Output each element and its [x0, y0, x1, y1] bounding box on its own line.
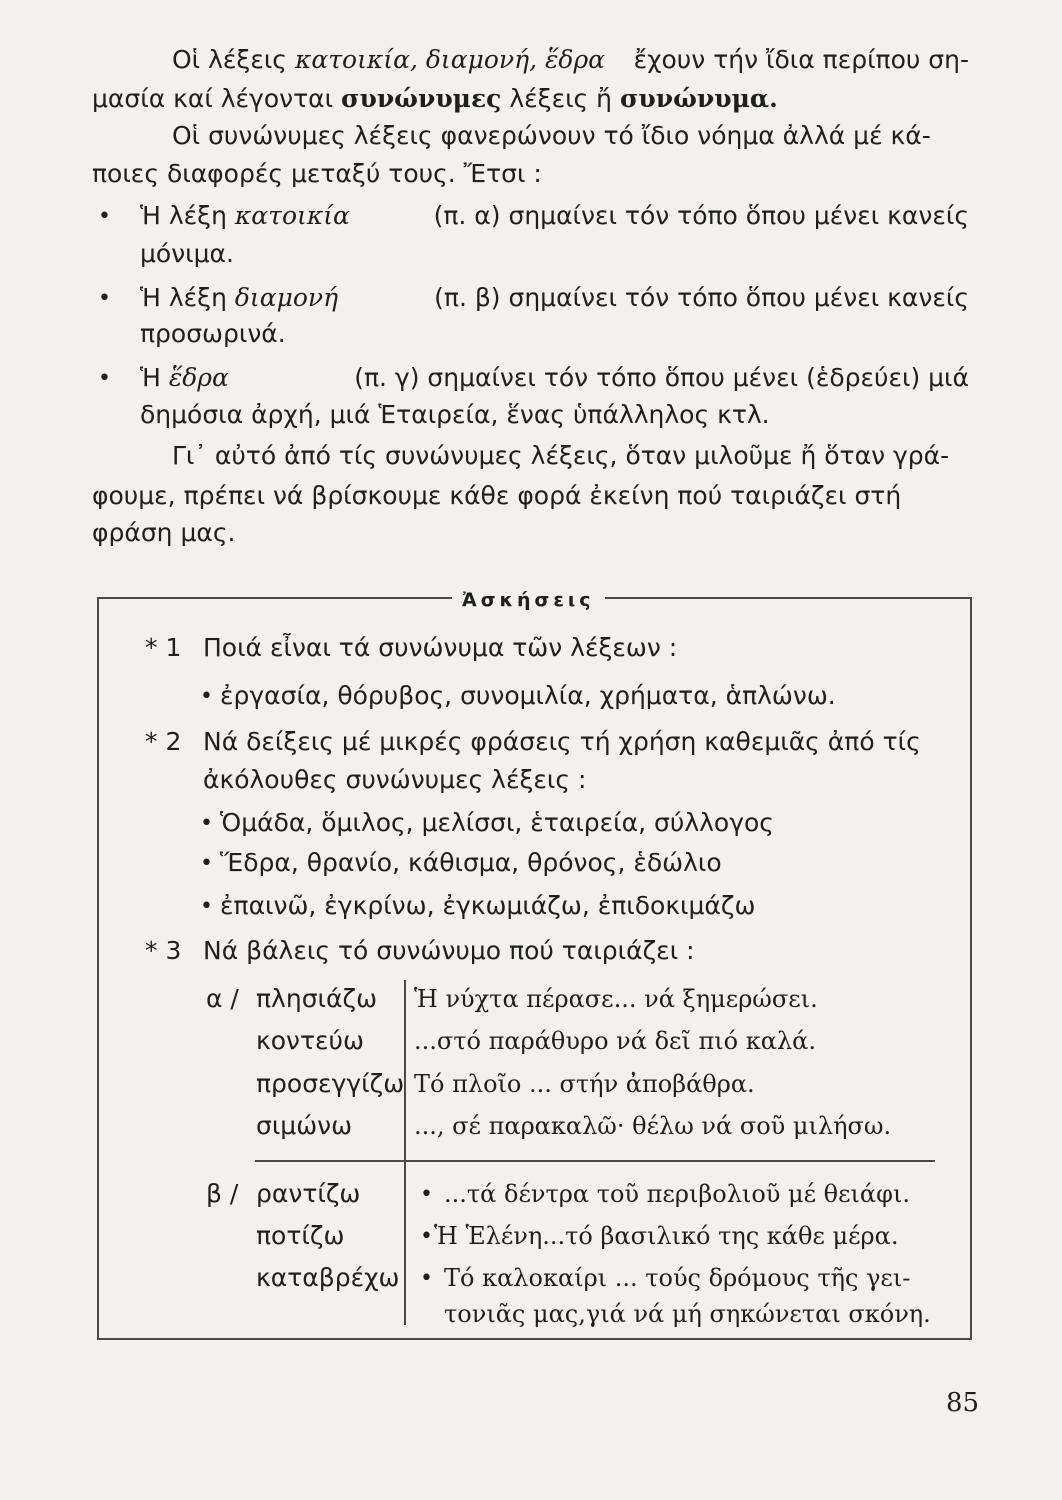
part-a-word: κοντεύω — [256, 1026, 364, 1055]
synonyms-explanation-line-1: Οἱ συνώνυμες λέξεις φανερώνουν τό ἴδιο νόημα ἀλλά μέ κά- — [172, 121, 931, 150]
exercise-3-number: * 3 — [145, 936, 182, 965]
synonyms-explanation-line-2: ποιες διαφορές μεταξύ τους. Ἔτσι : — [92, 159, 542, 188]
bullet-diamoni-cont: προσωρινά. — [140, 319, 286, 348]
bullet-dot: • — [98, 204, 111, 229]
part-a-word: πλησιάζω — [256, 984, 378, 1013]
exercise-2-number: * 2 — [145, 727, 182, 756]
bullet-dot: • — [200, 684, 213, 709]
part-a-sentence: ..., σέ παρακαλῶ· θέλω νά σοῦ μιλήσω. — [414, 1112, 892, 1140]
part-b-sentence: Ἡ Ἑλένη...τό βασιλικό της κάθε μέρα. — [434, 1222, 899, 1250]
bullet-diamoni: Ἡ λέξη διαμονή (π. β) σημαίνει τόν τόπο ὅπου μένει κανείς — [140, 283, 969, 312]
conclusion-line-2: φουμε, πρέπει νά βρίσκουμε κάθε φορά ἐκείνη πού ταιριάζει στή — [92, 481, 902, 510]
bullet-dot: • — [420, 1266, 433, 1291]
exercise-2-group: Ἕδρα, θρανίο, κάθισμα, θρόνος, ἑδώλιο — [220, 848, 722, 877]
part-b-sentence: Τό καλοκαίρι ... τούς δρόμους τῆς γει- — [444, 1264, 911, 1292]
bullet-dot: • — [420, 1182, 433, 1207]
part-b-word: ραντίζω — [256, 1179, 361, 1208]
part-a-sentence: Ἡ νύχτα πέρασε... νά ξημερώσει. — [414, 985, 818, 1013]
exercise-3-prompt: Νά βάλεις τό συνώνυμο πού ταιριάζει : — [203, 936, 695, 965]
part-a-word: προσεγγίζω — [256, 1069, 405, 1098]
exercise-1-words: ἐργασία, θόρυβος, συνομιλία, χρήματα, ἁπλώνω. — [220, 681, 836, 710]
part-a-sentence: ...στό παράθυρο νά δεῖ πιό καλά. — [414, 1027, 817, 1055]
part-a-label: α / — [206, 984, 239, 1013]
exercises-title: Ἀσκήσεις — [452, 588, 605, 612]
intro-line-2: μασία καί λέγονται συνώνυμες λέξεις ἤ συνώνυμα. — [92, 84, 778, 113]
exercise-2-group: ἐπαινῶ, ἐγκρίνω, ἐγκωμιάζω, ἐπιδοκιμάζω — [220, 891, 756, 920]
part-b-word: καταβρέχω — [256, 1263, 400, 1292]
bullet-dot: • — [200, 894, 213, 919]
table-divider-horizontal — [255, 1160, 935, 1162]
part-a-word: σιμώνω — [256, 1111, 353, 1140]
bullet-edra-cont: δημόσια ἀρχή, μιά Ἑταιρεία, ἕνας ὑπάλληλος κτλ. — [140, 400, 770, 429]
exercise-2-prompt-line-2: ἀκόλουθες συνώνυμες λέξεις : — [203, 765, 587, 794]
part-b-label: β / — [206, 1179, 239, 1208]
bullet-dot: • — [420, 1224, 433, 1249]
conclusion-line-1: Γι᾿ αὐτό ἀπό τίς συνώνυμες λέξεις, ὅταν μιλοῦμε ἤ ὅταν γρά- — [172, 441, 950, 470]
exercise-1-prompt: Ποιά εἶναι τά συνώνυμα τῶν λέξεων : — [203, 633, 678, 662]
bullet-edra: Ἡ ἕδρα (π. γ) σημαίνει τόν τόπο ὅπου μένει (ἑδρεύει) μιά — [140, 363, 969, 392]
bullet-katoikia: Ἡ λέξη κατοικία (π. α) σημαίνει τόν τόπο ὅπου μένει κανείς — [140, 201, 969, 230]
page-number: 85 — [946, 1388, 980, 1418]
exercise-2-group: Ὁμάδα, ὅμιλος, μελίσσι, ἑταιρεία, σύλλογος — [220, 808, 774, 837]
part-b-sentence: τονιᾶς μας,γιά νά μή σηκώνεται σκόνη. — [444, 1300, 931, 1328]
exercise-1-number: * 1 — [145, 633, 182, 662]
part-b-sentence: ...τά δέντρα τοῦ περιβολιοῦ μέ θειάφι. — [444, 1180, 910, 1208]
part-b-word: ποτίζω — [256, 1221, 345, 1250]
conclusion-line-3: φράση μας. — [92, 518, 236, 547]
bullet-dot: • — [98, 366, 111, 391]
bullet-dot: • — [200, 851, 213, 876]
bullet-katoikia-cont: μόνιμα. — [140, 239, 234, 268]
bullet-dot: • — [200, 811, 213, 836]
bullet-dot: • — [98, 286, 111, 311]
part-a-sentence: Τό πλοῖο ... στήν ἀποβάθρα. — [414, 1070, 755, 1098]
table-divider-vertical — [404, 980, 406, 1325]
intro-line-1: Οἱ λέξεις κατοικία, διαμονή, ἕδρα ἔχουν τήν ἴδια περίπου ση- — [172, 45, 969, 74]
exercise-2-prompt-line-1: Νά δείξεις μέ μικρές φράσεις τή χρήση καθεμιᾶς ἀπό τίς — [203, 727, 921, 756]
